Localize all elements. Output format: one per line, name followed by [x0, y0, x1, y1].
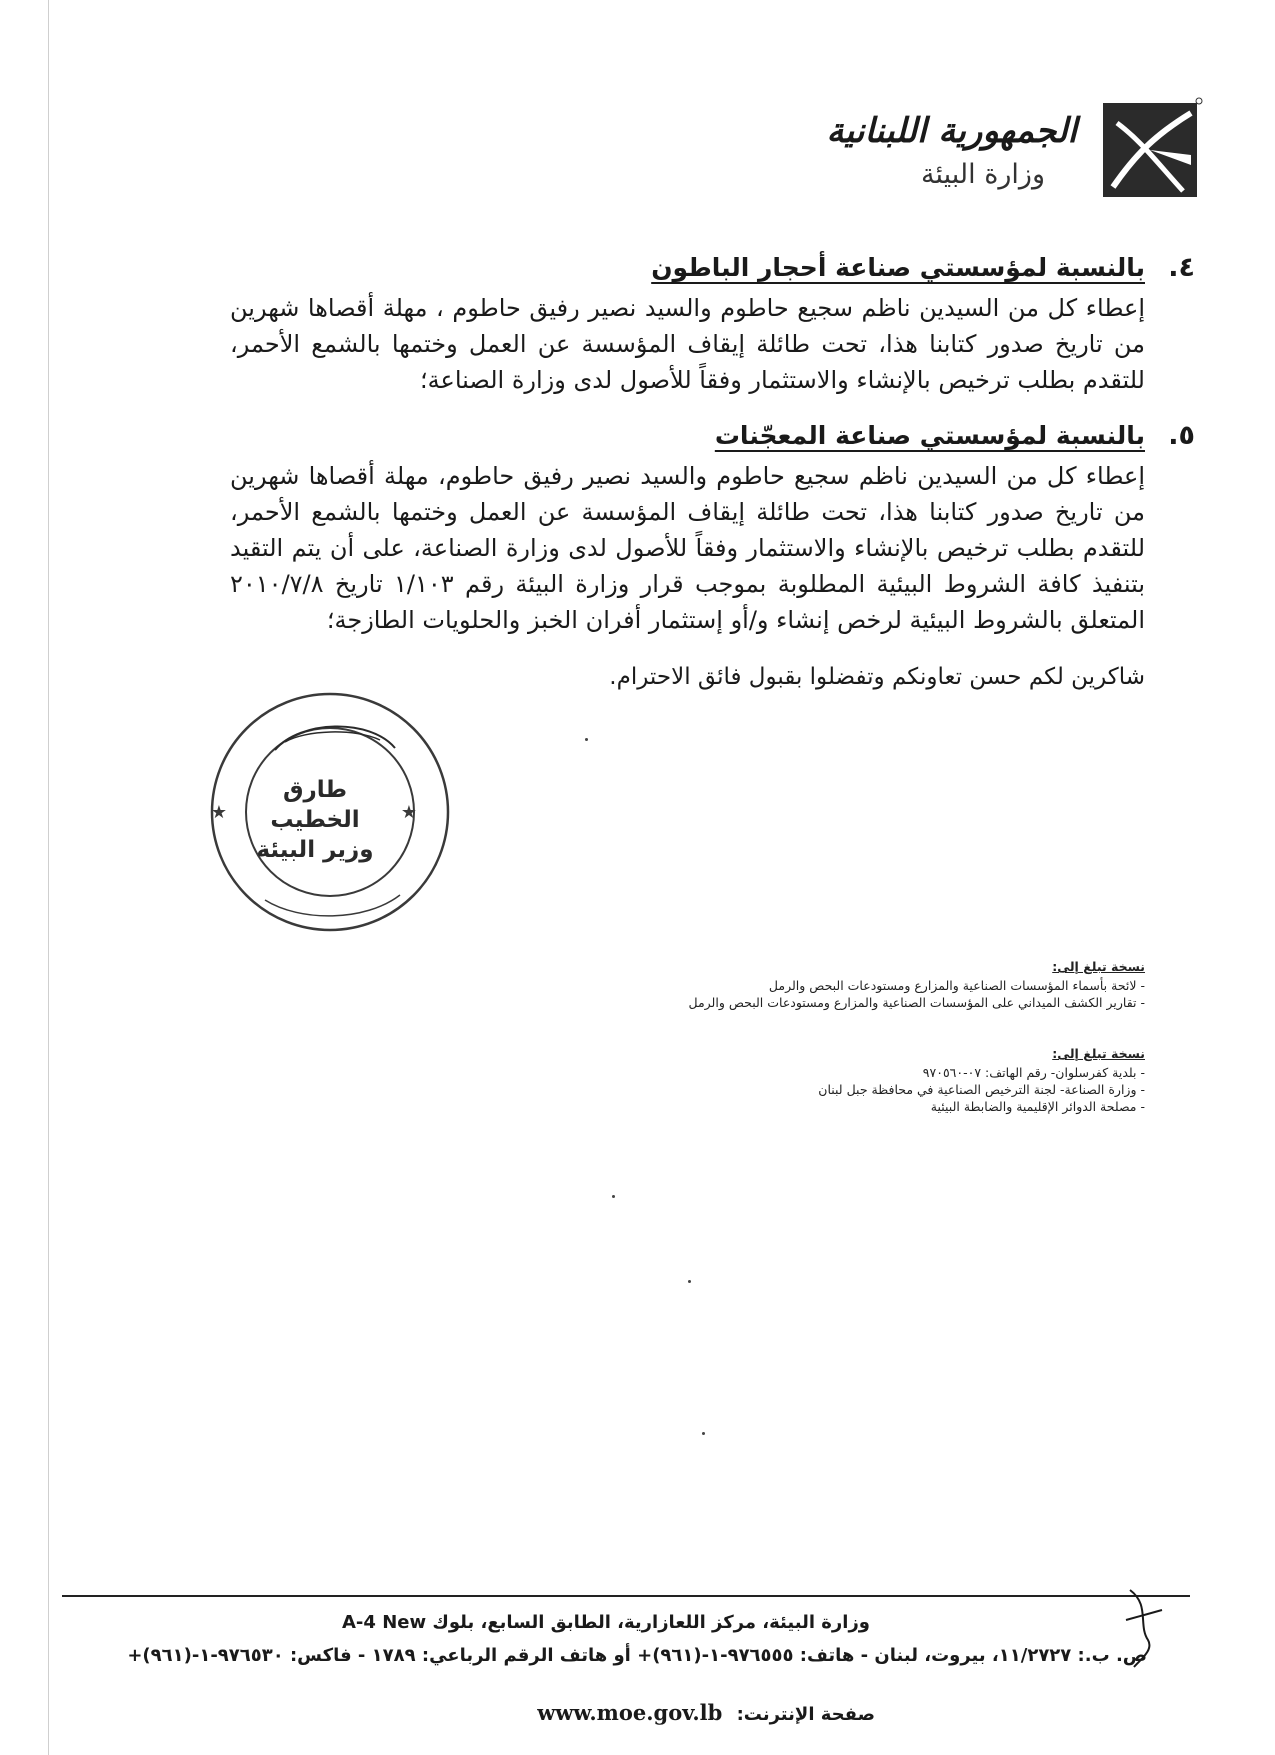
cc-attachments	[505, 958, 1145, 1011]
cc-title: نسخة تبلغ إلى:	[1052, 1046, 1145, 1061]
scan-speck	[585, 738, 588, 741]
section-body: إعطاء كل من السيدين ناظم سجيع حاطوم والسيد نصير رفيق حاطوم ، مهلة أقصاها شهرين من تاريخ صدور كتابنا هذا، تحت طائلة إيقاف المؤسسة عن العمل وختمها بالشمع الأحمر، للتقدم بطلب ترخيص بالإنشاء والاستثمار وفقاً للأصول لدى وزارة الصناعة؛	[230, 294, 1145, 394]
scan-speck	[702, 1432, 705, 1435]
website-link[interactable]: www.moe.gov.lb	[537, 1700, 723, 1725]
cc-list	[505, 977, 1145, 1011]
footer-address: وزارة البيئة، مركز اللعازارية، الطابق السابع، بلوك A-4 New	[342, 1612, 870, 1633]
republic-name: الجمهورية اللبنانية	[826, 111, 1077, 151]
section-4	[230, 252, 1195, 398]
scan-edge-line	[48, 0, 49, 1755]
ministry-emblem-logo	[1095, 95, 1205, 205]
footer-rule	[62, 1595, 1190, 1597]
stamp-name: طارق الخطيب	[270, 777, 360, 833]
letterhead	[725, 95, 1205, 210]
section-number: ٤.	[1168, 252, 1195, 283]
stamp-title: وزير البيئة	[256, 837, 374, 863]
closing-salutation: شاكرين لكم حسن تعاونكم وتفضلوا بقبول فائق الاحترام.	[609, 664, 1145, 690]
website-label: صفحة الإنترنت:	[736, 1704, 875, 1725]
stamp-text	[255, 775, 375, 865]
section-title: بالنسبة لمؤسستي صناعة المعجّنات	[714, 421, 1145, 450]
section-title: بالنسبة لمؤسستي صناعة أحجار الباطون	[651, 253, 1145, 282]
list-item: - وزارة الصناعة- لجنة الترخيص الصناعية في محافظة جبل لبنان	[505, 1081, 1145, 1098]
svg-text:★: ★	[210, 802, 227, 823]
cc-title: نسخة تبلغ إلى:	[1052, 959, 1145, 974]
section-5	[230, 420, 1195, 638]
scan-speck	[688, 1280, 691, 1283]
ministry-name: وزارة البيئة	[921, 159, 1045, 190]
list-item: - بلدية كفرسلوان- رقم الهاتف: ٠٧-٩٧٠٥٦٠	[505, 1064, 1145, 1081]
list-item: - مصلحة الدوائر الإقليمية والضابطة البيئية	[505, 1098, 1145, 1115]
cc-list	[505, 1064, 1145, 1115]
footer-contacts: ص. ب.: ١١/٢٧٢٧، بيروت، لبنان - هاتف: ٩٧٦٥٥٥-١-(٩٦١)+ أو هاتف الرقم الرباعي: ١٧٨٩ - فاكس: ٩٧٦٥٣٠-١-(٩٦١)+	[127, 1645, 1147, 1666]
footer-website	[537, 1700, 875, 1725]
section-number: ٥.	[1168, 420, 1195, 451]
section-body: إعطاء كل من السيدين ناظم سجيع حاطوم والسيد نصير رفيق حاطوم، مهلة أقصاها شهرين من تاريخ صدور كتابنا هذا، تحت طائلة إيقاف المؤسسة عن العمل وختمها بالشمع الأحمر، للتقدم بطلب ترخيص بالإنشاء والاستثمار وفقاً للأصول لدى وزارة الصناعة، على أن يتم التقيد بتنفيذ كافة الشروط البيئية المطلوبة بموجب قرار وزارة البيئة رقم ١/١٠٣ تاريخ ٢٠١٠/٧/٨ المتعلق بالشروط البيئية لرخص إنشاء و/أو إستثمار أفران الخبز والحلويات الطازجة؛	[230, 462, 1145, 634]
list-item: - لائحة بأسماء المؤسسات الصناعية والمزارع ومستودعات البحص والرمل	[505, 977, 1145, 994]
list-item: - تقارير الكشف الميداني على المؤسسات الصناعية والمزارع ومستودعات البحص والرمل	[505, 994, 1145, 1011]
cc-recipients	[505, 1045, 1145, 1115]
scan-speck	[612, 1195, 615, 1198]
svg-text:★: ★	[400, 802, 417, 823]
